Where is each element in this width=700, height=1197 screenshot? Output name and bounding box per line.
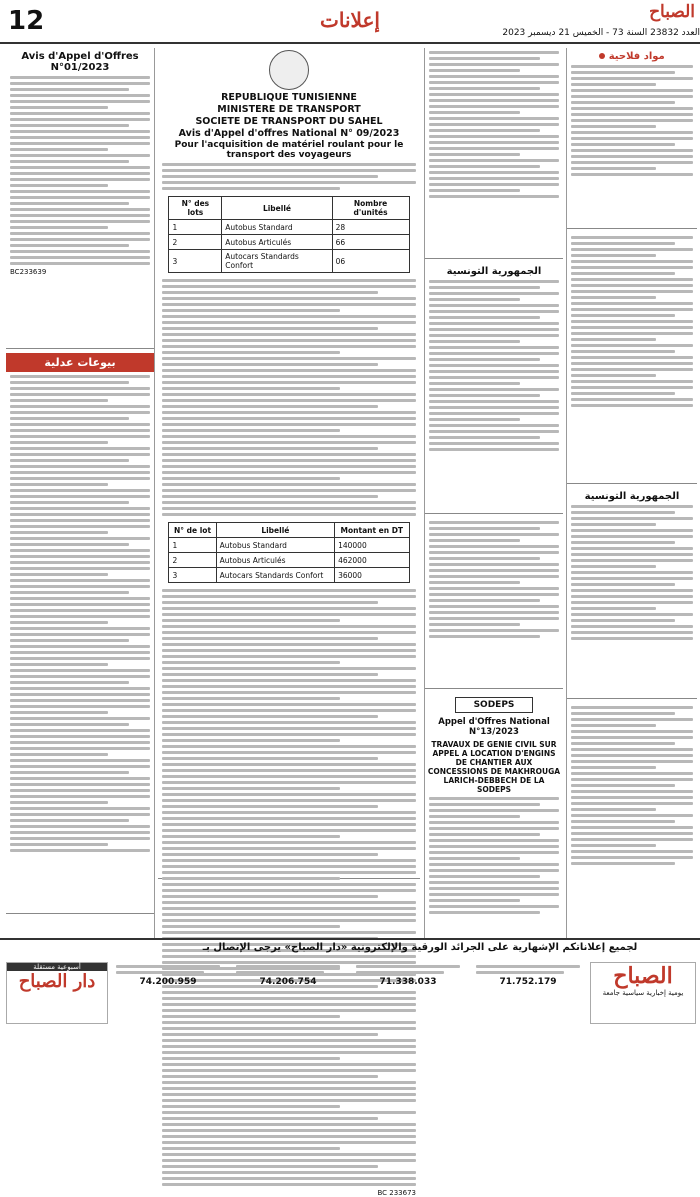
ad-judicial-sale <box>6 353 154 914</box>
newspaper-logo: الصباح <box>649 2 695 22</box>
logo-text: الصباح <box>613 963 673 989</box>
assabah-logo <box>590 962 696 1024</box>
ad-body-placeholder <box>571 236 693 407</box>
table-row <box>169 538 409 553</box>
table-cell: Autobus Articulés <box>216 553 335 568</box>
ad-title: Appel d'Offres National N°13/2023 <box>438 717 550 737</box>
table-cell: Autocars Standards Confort <box>216 568 335 583</box>
ad-body-placeholder <box>10 375 150 852</box>
table-header: Montant en DT <box>335 523 409 538</box>
ad-subtitle: TRAVAUX DE GENIE CIVIL SUR APPEL A LOCATION D'ENGINS DE CHANTIER AUX CONCESSIONS DE MAKHROUGA LARICH-DEBBECH DE LA SODEPS <box>427 740 561 794</box>
page-header <box>0 0 700 44</box>
ad-reference: BC233639 <box>10 268 47 276</box>
contact-phone: 71.338.033 <box>379 977 437 987</box>
ad-title: Avis d'Appel d'offres National N° 09/2023 <box>178 128 400 139</box>
table-row <box>169 250 409 273</box>
contact-phone: 71.752.179 <box>499 977 557 987</box>
table-cell: 06 <box>332 250 409 273</box>
ad-title: الجمهورية التونسية <box>446 266 542 277</box>
table-cell: Autobus Articulés <box>222 235 332 250</box>
table-cell: 462000 <box>335 553 409 568</box>
table-row <box>169 235 409 250</box>
contact-boxes <box>112 962 586 1022</box>
table-cell: 2 <box>169 553 216 568</box>
ad-reference: BC 233673 <box>377 1189 416 1197</box>
ad-tunisia-4 <box>567 703 697 938</box>
contact-phone: 74.206.754 <box>259 977 317 987</box>
guarantee-table <box>168 522 409 583</box>
ad-body-placeholder <box>429 797 559 914</box>
ad-body-placeholder <box>571 505 693 640</box>
ad-title-text: مواد فلاحية <box>608 51 665 62</box>
section-title: إعلانات <box>320 8 380 32</box>
contact-box <box>112 962 224 1020</box>
table-cell: Autocars Standards Confort <box>222 250 332 273</box>
ad-banner: بيوعات عدلية <box>6 353 154 372</box>
ad-header-line: REPUBLIQUE TUNISIENNE <box>221 92 357 103</box>
table-cell: 66 <box>332 235 409 250</box>
ad-body-placeholder <box>162 279 416 516</box>
ad-body-placeholder <box>429 280 559 451</box>
table-cell: 28 <box>332 220 409 235</box>
ad-body-placeholder <box>429 521 559 638</box>
table-cell: 1 <box>169 220 222 235</box>
table-cell: 2 <box>169 235 222 250</box>
ad-tunisia-1 <box>425 263 563 514</box>
ad-body-placeholder <box>429 51 559 198</box>
contact-box <box>232 962 344 1020</box>
column-right-2 <box>566 48 697 938</box>
ad-header-line: MINISTERE DE TRANSPORT <box>217 104 361 115</box>
ad-body-placeholder <box>162 589 416 1186</box>
sts-emblem-icon <box>269 50 309 90</box>
contact-phone: 74.200.959 <box>139 977 197 987</box>
ad-subtitle: Pour l'acquisition de matériel roulant pour le transport des voyageurs <box>174 140 404 160</box>
sodeps-logo: SODEPS <box>455 697 533 713</box>
logo-text: دار الصباح <box>18 971 96 992</box>
column-left <box>6 48 155 938</box>
ad-body-placeholder <box>571 706 693 865</box>
table-header: N° de lot <box>169 523 216 538</box>
table-cell: 1 <box>169 538 216 553</box>
table-row <box>169 568 409 583</box>
table-cell: 140000 <box>335 538 409 553</box>
dateline: العدد 23832 السنة 73 - الخميس 21 ديسمبر 2023 <box>502 28 700 38</box>
table-cell: 3 <box>169 568 216 583</box>
logo-subtitle: يومية إخبارية سياسية جامعة <box>602 989 684 997</box>
contact-box <box>472 962 584 1020</box>
column-right-1 <box>424 48 563 938</box>
ad-agricultural <box>567 48 697 229</box>
ad-title: الجمهورية التونسية <box>584 491 680 502</box>
ad-tunisia-3 <box>567 488 697 699</box>
table-cell: Autobus Standard <box>222 220 332 235</box>
ad-fdgdb <box>6 48 154 349</box>
footer-title: لجميع إعلاناتكم الإشهارية على الجرائد الورقية والإلكترونية «دار الصباح» يرجى الإتصال بـ <box>202 942 638 953</box>
page-footer <box>0 938 700 1032</box>
table-header: Nombre d'unités <box>332 197 409 220</box>
page-number: 12 <box>8 6 45 36</box>
logo-subtitle: أسبوعية مستقلة <box>7 963 107 971</box>
ad-body-placeholder <box>571 65 693 176</box>
table-row <box>169 553 409 568</box>
ad-tunisia-2 <box>425 518 563 689</box>
ad-ministry-health <box>567 233 697 484</box>
ad-body-placeholder <box>162 163 416 190</box>
table-header: Libellé <box>216 523 335 538</box>
table-row <box>169 220 409 235</box>
ad-title <box>569 51 695 62</box>
table-cell: Autobus Standard <box>216 538 335 553</box>
table-header: Libellé <box>222 197 332 220</box>
dar-assabah-logo <box>6 962 108 1024</box>
ad-title: Avis d'Appel d'Offres N°01/2023 <box>21 51 139 73</box>
contact-box <box>352 962 464 1020</box>
ad-body-placeholder <box>10 76 150 265</box>
ad-header-line: SOCIETE DE TRANSPORT DU SAHEL <box>195 116 383 127</box>
bullet-icon <box>599 53 605 59</box>
table-cell: 36000 <box>335 568 409 583</box>
lots-table <box>168 196 409 273</box>
ad-sodeps <box>425 693 563 938</box>
table-header: N° des lots <box>169 197 222 220</box>
ad-company-notice <box>425 48 563 259</box>
table-cell: 3 <box>169 250 222 273</box>
